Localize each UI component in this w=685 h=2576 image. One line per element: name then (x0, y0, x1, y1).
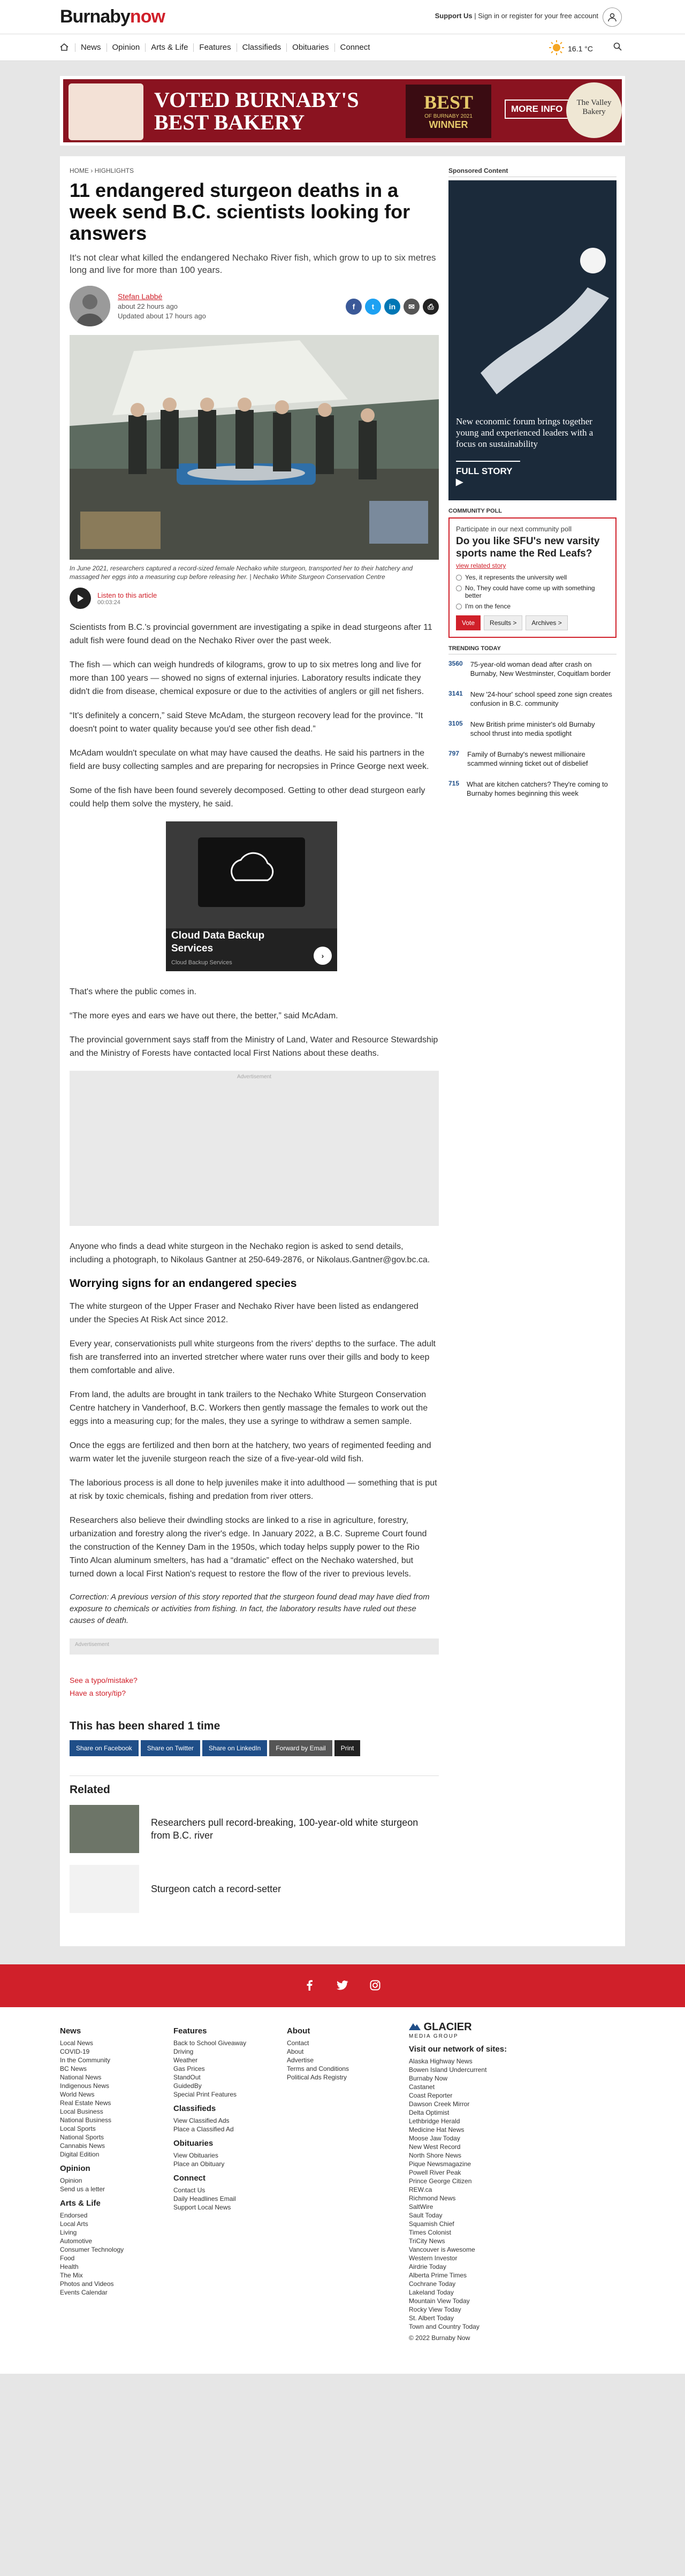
paragraph: That's where the public comes in. (70, 987, 196, 996)
footer-link[interactable]: Local Arts (60, 2220, 88, 2228)
support-link[interactable]: Support Us (435, 12, 473, 20)
paragraph: The fish — which can weigh hundreds of kilograms, grow to up to six metres long and live for more than 100 years — showed no signs of external injuries. Laboratory results indicate they didn't die from disease, chemical exposure or due to the activities of anglers or gill net fishers. (70, 660, 424, 696)
footer-link[interactable]: Local News (60, 2039, 94, 2047)
related-item[interactable] (70, 1865, 439, 1913)
network-site-link[interactable]: Alaska Highway News (409, 2057, 473, 2065)
related-item[interactable] (70, 1805, 439, 1853)
top-bar (0, 0, 685, 34)
footer-heading: Opinion (60, 2164, 90, 2173)
site-logo[interactable] (60, 6, 165, 27)
footer-link[interactable]: View Classified Ads (173, 2117, 230, 2124)
archives-button[interactable]: Archives > (526, 615, 567, 630)
tip-link[interactable]: Have a story/tip? (70, 1689, 126, 1697)
network-site-link[interactable]: REW.ca (409, 2186, 432, 2193)
audio-player (70, 588, 439, 609)
instagram-icon[interactable] (370, 1980, 380, 1992)
radio-button[interactable] (456, 585, 462, 591)
footer-heading: Connect (173, 2174, 206, 2183)
play-icon[interactable] (70, 588, 91, 609)
photo-caption: In June 2021, researchers captured a record-sized female Nechako white sturgeon, transported her to their hatchery and massaged her eggs into a measuring cup before releasing her. | Nechako White Sturgeon Conservation Centre (70, 565, 413, 581)
paragraph: Some of the fish have been found severely decomposed. Getting to other dead sturgeon early could help them solve the mystery, he said. (70, 786, 425, 809)
share-linkedin-button[interactable]: Share on LinkedIn (202, 1740, 267, 1756)
footer-link[interactable]: Weather (173, 2056, 198, 2064)
footer-col-news (60, 2021, 173, 2342)
search-icon[interactable] (613, 42, 622, 52)
cloud-backup-ad[interactable] (166, 821, 337, 971)
footer-link[interactable]: National Business (60, 2116, 112, 2124)
vote-button[interactable]: Vote (456, 615, 481, 630)
weather-widget[interactable] (549, 40, 593, 57)
network-site-link[interactable]: Medicine Hat News (409, 2126, 465, 2133)
article-dek: It's not clear what killed the endangered Nechako River fish, which grow to up to six metres long and live for more than 100 years. (70, 253, 436, 275)
ad-subtitle: Cloud Backup Services (171, 959, 232, 966)
footer-link[interactable]: Back to School Giveaway (173, 2039, 247, 2047)
breadcrumb-section[interactable]: HIGHLIGHTS (94, 167, 134, 174)
footer-col-features (173, 2021, 287, 2342)
share-facebook-button[interactable]: Share on Facebook (70, 1740, 139, 1756)
byline (70, 286, 439, 326)
trending-item[interactable]: 3105 New British prime minister's old Burnaby school thrust into media spotlight (448, 720, 595, 737)
section-subhead: Worrying signs for an endangered species (70, 1277, 297, 1290)
footer-heading: Features (173, 2026, 207, 2036)
poll-option[interactable]: No, They could have come up with something better (456, 584, 609, 599)
nav-opinion[interactable]: Opinion (106, 43, 146, 52)
network-site-link[interactable]: Dawson Creek Mirror (409, 2100, 470, 2108)
related-thumbnail (70, 1865, 139, 1913)
network-site-link[interactable]: Airdrie Today (409, 2263, 446, 2270)
footer-heading: Classifieds (173, 2104, 216, 2113)
user-icon[interactable] (603, 7, 622, 27)
home-icon[interactable] (60, 43, 68, 53)
radio-button[interactable] (456, 604, 462, 609)
network-site-link[interactable]: Richmond News (409, 2194, 456, 2202)
author-name[interactable]: Stefan Labbé (118, 292, 163, 301)
footer-link[interactable]: Health (60, 2263, 79, 2270)
separator: | (474, 12, 478, 20)
nav-obituaries[interactable]: Obituaries (286, 43, 334, 52)
network-site-link[interactable]: SaltWire (409, 2203, 433, 2211)
network-site-link[interactable]: Prince George Citizen (409, 2177, 472, 2185)
footer-link[interactable]: Events Calendar (60, 2289, 108, 2296)
ad-title: Cloud Data Backup Services (171, 930, 265, 954)
footer-link[interactable]: Send us a letter (60, 2185, 105, 2193)
network-site-link[interactable]: Cochrane Today (409, 2280, 456, 2288)
copyright: © 2022 Burnaby Now (409, 2334, 470, 2342)
paragraph: Every year, conservationists pull white sturgeons from the rivers' depths to the surface. The adult fish are transferred into an inverted stretcher where water runs over their gills and body to keep them comfortable and alive. (70, 1339, 436, 1375)
network-site-link[interactable]: Coast Reporter (409, 2092, 453, 2099)
footer-link[interactable]: Special Print Features (173, 2091, 237, 2098)
network-site-link[interactable]: Vancouver is Awesome (409, 2246, 475, 2253)
sun-icon (549, 40, 565, 57)
footer-heading: Obituaries (173, 2139, 214, 2148)
footer-link[interactable]: Support Local News (173, 2204, 231, 2211)
user-links (435, 12, 598, 20)
network-site-link[interactable]: Burnaby Now (409, 2075, 448, 2082)
footer-link[interactable]: Contact (287, 2039, 309, 2047)
related-title[interactable]: Researchers pull record-breaking, 100-year-old white sturgeon from B.C. river (151, 1817, 418, 1841)
footer-link[interactable]: Political Ads Registry (287, 2074, 347, 2081)
twitter-icon[interactable] (337, 1980, 348, 1992)
share-icons (346, 299, 439, 315)
author-info (118, 292, 206, 321)
advertisement-slot[interactable]: Advertisement (70, 1071, 439, 1226)
bakery-ad-banner[interactable] (60, 76, 625, 146)
footer-link[interactable]: Contact Us (173, 2186, 206, 2194)
network-site-link[interactable]: St. Albert Today (409, 2314, 454, 2322)
footer-link[interactable]: Food (60, 2254, 75, 2262)
poll-question: Do you like SFU's new varsity sports name the Red Leafs? (456, 536, 600, 559)
footer-heading: News (60, 2026, 81, 2036)
banner-text: VOTED BURNABY'S BEST BAKERY (154, 88, 359, 134)
network-list (409, 2057, 548, 2331)
print-icon[interactable]: ⎙ (423, 299, 439, 315)
sponsored-text: New economic forum brings together young and experienced leaders with a focus on sustainability (456, 416, 593, 449)
network-site-link[interactable]: Delta Optimist (409, 2109, 450, 2116)
trending-item[interactable]: 797 Family of Burnaby's newest millionaire scammed winning ticket out of disbelief (448, 750, 588, 767)
footer-link[interactable]: Terms and Conditions (287, 2065, 349, 2072)
footer-heading: Arts & Life (60, 2199, 101, 2208)
nav-connect[interactable]: Connect (334, 43, 376, 52)
full-story-link[interactable]: FULL STORY ▶ (456, 461, 520, 487)
footer-link[interactable]: About (287, 2048, 304, 2055)
network-site-link[interactable]: Pique Newsmagazine (409, 2160, 471, 2168)
footer-link[interactable]: Local Business (60, 2108, 103, 2115)
footer-link[interactable]: GuidedBy (173, 2082, 202, 2090)
network-site-link[interactable]: Western Investor (409, 2254, 458, 2262)
author-avatar[interactable] (70, 286, 110, 326)
footer-link[interactable]: National Sports (60, 2133, 104, 2141)
footer-link[interactable]: Consumer Technology (60, 2246, 124, 2253)
signin-link[interactable]: Sign in or register for your free account (478, 12, 598, 20)
award-badge: BEST OF BURNABY 2021 WINNER (406, 85, 491, 138)
paragraph: Anyone who finds a dead white sturgeon in the Nechako region is asked to send details, including a photograph, to Nikolaus Gantner at 250-649-2876, or Nikolaus.Gantner@gov.bc.ca. (70, 1242, 430, 1264)
network-site-link[interactable]: Bowen Island Undercurrent (409, 2066, 487, 2074)
sponsored-label: Sponsored Content (448, 167, 616, 177)
logo-main: Burnaby (60, 6, 130, 27)
network-site-link[interactable]: Powell River Peak (409, 2169, 461, 2176)
footer-col-about (287, 2021, 400, 2342)
footer (0, 2007, 685, 2374)
trending-item[interactable]: 715 What are kitchen catchers? They're coming to Burnaby homes beginning this week (448, 780, 608, 797)
footer-link[interactable]: Cannabis News (60, 2142, 105, 2150)
paragraph: Scientists from B.C.'s provincial government are investigating a spike in dead sturgeons after 11 adult fish were found dead on the Nechako River over the past week. (70, 623, 432, 645)
footer-link[interactable]: Indigenous News (60, 2082, 110, 2090)
social-bar (0, 1964, 685, 2007)
weather-temp: 16.1 °C (568, 44, 593, 53)
paragraph: McAdam wouldn't speculate on what may have caused the deaths. He said his partners in the field are busy collecting samples and are preparing for necropsies in Prince George next week. (70, 749, 429, 771)
footer-link[interactable]: Opinion (60, 2177, 82, 2184)
footer-link[interactable]: Living (60, 2229, 77, 2236)
trending-item[interactable]: 3560 75-year-old woman dead after crash on Burnaby, New Westminster, Coquitlam border (448, 660, 611, 677)
typo-link[interactable]: See a typo/mistake? (70, 1676, 138, 1685)
network-site-link[interactable]: Squamish Chief (409, 2220, 454, 2228)
related-heading: Related (70, 1775, 439, 1796)
footer-link[interactable]: The Mix (60, 2272, 83, 2279)
published-time: about 22 hours ago (118, 302, 178, 310)
footer-link[interactable]: Gas Prices (173, 2065, 205, 2072)
related-thumbnail (70, 1805, 139, 1853)
poll-related-link[interactable]: view related story (456, 562, 506, 569)
footer-link[interactable]: COVID-19 (60, 2048, 90, 2055)
trending-item[interactable]: 3141 New '24-hour' school speed zone sign creates confusion in B.C. community (448, 690, 612, 707)
twitter-icon[interactable]: t (365, 299, 381, 315)
footer-link[interactable]: In the Community (60, 2056, 111, 2064)
poll-option[interactable]: I'm on the fence (456, 603, 609, 610)
correction-note: Correction: A previous version of this story reported that the sturgeon found dead may have died from exposure to chemicals or activities from fishing. In fact, the laboratory results have ruled out these causes of death. (70, 1592, 430, 1625)
facebook-icon[interactable] (305, 1980, 315, 1992)
sponsored-ad[interactable] (448, 180, 616, 500)
footer-link[interactable]: StandOut (173, 2074, 201, 2081)
footer-link[interactable]: World News (60, 2091, 95, 2098)
paragraph: Once the eggs are fertilized and then born at the hatchery, two years of regimented feeding and warm water let the juvenile sturgeon reach the size of a five-year-old wild fish. (70, 1441, 431, 1464)
linkedin-icon[interactable]: in (384, 299, 400, 315)
nav-news[interactable]: News (75, 43, 106, 52)
poll-heading: COMMUNITY POLL (448, 508, 503, 514)
updated-time: Updated about 17 hours ago (118, 311, 206, 320)
breadcrumb-home[interactable]: HOME (70, 167, 89, 174)
community-poll (448, 517, 616, 638)
network-site-link[interactable]: Castanet (409, 2083, 435, 2091)
paragraph: The white sturgeon of the Upper Fraser and Nechako River have been listed as endangered under the Species At Risk Act since 2012. (70, 1302, 418, 1324)
share-twitter-button[interactable]: Share on Twitter (141, 1740, 200, 1756)
footer-link[interactable]: Automotive (60, 2237, 93, 2245)
network-site-link[interactable]: Alberta Prime Times (409, 2272, 467, 2279)
logo-accent: now (130, 6, 165, 27)
network-site-link[interactable]: Mountain View Today (409, 2297, 470, 2305)
footer-link[interactable]: Endorsed (60, 2212, 88, 2219)
share-email-button[interactable]: Forward by Email (269, 1740, 332, 1756)
footer-heading: About (287, 2026, 310, 2036)
footer-link[interactable]: Place a Classified Ad (173, 2125, 234, 2133)
poll-buttons (456, 615, 609, 630)
shared-count: This has been shared 1 time (70, 1720, 220, 1732)
footer-link[interactable]: Daily Headlines Email (173, 2195, 236, 2202)
poll-option[interactable]: Yes, it represents the university well (456, 574, 609, 581)
email-icon[interactable]: ✉ (404, 299, 420, 315)
paragraph: “The more eyes and ears we have out there, the better,” said McAdam. (70, 1011, 338, 1020)
footer-link[interactable]: Digital Edition (60, 2151, 100, 2158)
listen-label[interactable]: Listen to this article (97, 591, 157, 599)
audio-duration: 00:03:24 (97, 599, 120, 606)
related-title[interactable]: Sturgeon catch a record-setter (151, 1884, 281, 1894)
footer-link[interactable]: Driving (173, 2048, 194, 2055)
footer-link[interactable]: National News (60, 2074, 102, 2081)
footer-link[interactable]: Photos and Videos (60, 2280, 114, 2288)
advertisement-strip[interactable]: Advertisement (70, 1638, 439, 1655)
network-site-link[interactable]: Town and Country Today (409, 2323, 480, 2330)
valley-bakery-logo: The Valley Bakery (566, 82, 622, 138)
lead-photo[interactable] (70, 335, 439, 560)
network-site-link[interactable]: TriCity News (409, 2237, 445, 2245)
network-site-link[interactable]: Lethbridge Herald (409, 2117, 460, 2125)
chevron-right-icon[interactable]: › (314, 947, 332, 965)
breadcrumb: HOME › HIGHLIGHTS (70, 167, 134, 174)
cake-image (68, 83, 143, 140)
network-site-link[interactable]: New West Record (409, 2143, 461, 2151)
footer-link[interactable]: Real Estate News (60, 2099, 111, 2107)
network-site-link[interactable]: Lakeland Today (409, 2289, 454, 2296)
footer-link[interactable]: Local Sports (60, 2125, 96, 2132)
paragraph: From land, the adults are brought in tank trailers to the Nechako White Sturgeon Conservation Centre hatchery in Vanderhoof, B.C. Workers then gently massage the females to work out the eggs into a measuring cup; for the males, they use a syringe to withdraw a semen sample. (70, 1390, 428, 1426)
paragraph: The provincial government says staff from the Ministry of Land, Water and Resource Stewardship and the Ministry of Forests have contacted local First Nations about these deaths. (70, 1035, 438, 1058)
trending-heading: TRENDING TODAY (448, 645, 616, 654)
facebook-icon[interactable]: f (346, 299, 362, 315)
glacier-logo[interactable]: GLACIER MEDIA GROUP (409, 2021, 472, 2039)
poll-intro: Participate in our next community poll (456, 525, 572, 533)
paragraph: The laborious process is all done to help juveniles make it into adulthood — something that is put at risk by toxic chemicals, fishing and predation from river otters. (70, 1478, 437, 1501)
network-site-link[interactable]: Rocky View Today (409, 2306, 461, 2313)
nav-features[interactable]: Features (193, 43, 236, 52)
network-site-link[interactable]: Sault Today (409, 2212, 443, 2219)
footer-link[interactable]: Place an Obituary (173, 2160, 225, 2168)
article-title: 11 endangered sturgeon deaths in a week send B.C. scientists looking for answers (70, 179, 410, 244)
main-nav (0, 34, 685, 61)
main-content (60, 156, 625, 1946)
results-button[interactable]: Results > (484, 615, 522, 630)
paragraph: Researchers also believe their dwindling stocks are linked to a rise in agriculture, forestry, urbanization and forestry along the river's edge. In January 2022, a B.C. Supreme Court found the construction of the Kenney Dam in the 1950s, which today helps supply power to the Rio Tinto Alcan aluminum smelters, has had a “dramatic” effect on the Nechako watershed, but turned down a local First Nation's request to restore the flow of the river to previous levels. (70, 1516, 427, 1579)
footer-link[interactable]: Advertise (287, 2056, 314, 2064)
radio-button[interactable] (456, 575, 462, 581)
share-buttons (70, 1740, 439, 1756)
network-site-link[interactable]: North Shore News (409, 2152, 462, 2159)
footer-col-network (409, 2021, 548, 2342)
sidebar (448, 167, 616, 1925)
network-site-link[interactable]: Times Colonist (409, 2229, 451, 2236)
mountain-icon (409, 2021, 421, 2033)
nav-arts-life[interactable]: Arts & Life (145, 43, 193, 52)
footer-link[interactable]: BC News (60, 2065, 87, 2072)
more-info-button[interactable]: MORE INFO (505, 100, 569, 119)
network-site-link[interactable]: Moose Jaw Today (409, 2135, 460, 2142)
print-button[interactable]: Print (334, 1740, 361, 1756)
footer-link[interactable]: View Obituaries (173, 2152, 218, 2159)
nav-classifieds[interactable]: Classifieds (237, 43, 287, 52)
paragraph: “It's definitely a concern,” said Steve McAdam, the sturgeon recovery lead for the province. “It doesn't point to water quality because you'd see other fish dead.” (70, 711, 423, 734)
article (70, 167, 439, 1925)
footer-heading: Visit our network of sites: (409, 2045, 507, 2054)
